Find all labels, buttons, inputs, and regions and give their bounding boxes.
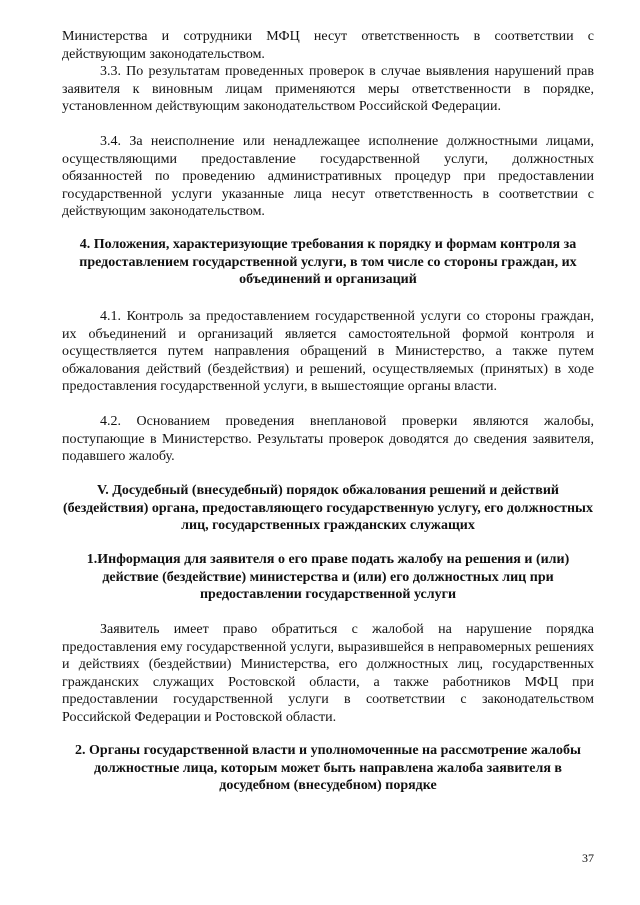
paragraph-4-2: 4.2. Основанием проведения внеплановой проверки являются жалобы, поступающие в Министерство. Результаты проверок доводятся до сведения заявителя, подавшего жалобу.	[62, 414, 594, 464]
heading-section-v: V. Досудебный (внесудебный) порядок обжалования решений и действий (бездействия) органа, предоставляющего государственную услугу, его должностных лиц, государственных гражданских служащих	[63, 483, 593, 533]
page-number: 37	[582, 851, 594, 865]
paragraph-3-3: 3.3. По результатам проведенных проверок в случае выявления нарушений прав заявителя к виновным лицам применяются меры ответственности в порядке, установленном действующим законодательством Российской Федерации.	[62, 64, 594, 114]
paragraph-4-1: 4.1. Контроль за предоставлением государственной услуги со стороны граждан, их объединений и организаций является самостоятельной формой контроля и осуществляется путем направления обращений в Министерство, а также путем обжалования действий (бездействия) и решений, осуществляемых (принятых) в ходе предоставления государственной услуги, в вышестоящие органы власти.	[62, 309, 594, 394]
paragraph-complaint-right: Заявитель имеет право обратиться с жалобой на нарушение порядка предоставления ему государственной услуги, выразившейся в неправомерных решениях и действиях (бездействии) Министерства, его должностных лиц, государственных гражданских служащих Ростовской области, а также работников МФЦ при предоставлении государственной услуги в соответствии с законодательством Российской Федерации и Ростовской области.	[62, 622, 594, 725]
paragraph-responsibility-mfc: Министерства и сотрудники МФЦ несут ответственность в соответствии с действующим законодательством.	[62, 29, 594, 62]
heading-subsection-2: 2. Органы государственной власти и уполномоченные на рассмотрение жалобы должностные лица, которым может быть направлена жалоба заявителя в досудебном (внесудебном) порядке	[75, 743, 581, 793]
heading-section-4: 4. Положения, характеризующие требования к порядку и формам контроля за предоставлением государственной услуги, в том числе со стороны граждан, их объединений и организаций	[79, 237, 577, 287]
heading-subsection-1: 1.Информация для заявителя о его праве подать жалобу на решения и (или) действие (бездействие) министерства и (или) его должностных лиц при предоставлении государственной услуги	[86, 552, 570, 602]
paragraph-3-4: 3.4. За неисполнение или ненадлежащее исполнение должностными лицами, осуществляющими предоставление государственной услуги, должностных обязанностей по проведению административных процедур при предоставлении государственной услуги указанные лица несут ответственность в соответствии с действующим законодательством.	[62, 134, 594, 219]
